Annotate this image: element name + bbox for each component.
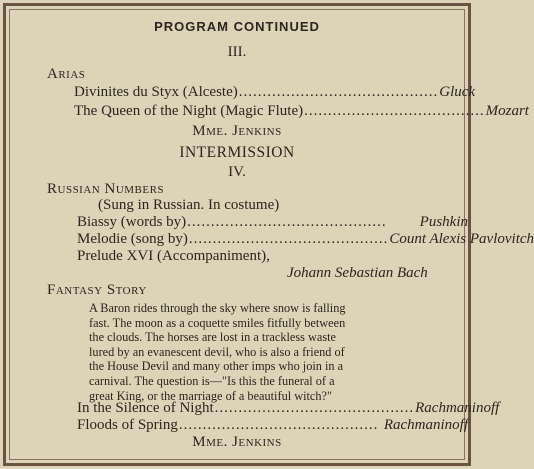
- leader-dots: ..........................................: [178, 417, 379, 433]
- composer-name: Count Alexis Pavlovitch: [389, 231, 534, 247]
- program-item: [77, 417, 468, 434]
- leader-dots: ..........................................: [214, 400, 415, 416]
- paragraph-line: carnival. The question is—"Is this the funeral of a: [89, 373, 335, 388]
- piece-title: In the Silence of Night: [77, 400, 214, 416]
- paragraph-line: the House Devil and many other imps who join in a: [89, 359, 344, 374]
- composer-name: Pushkin: [419, 214, 468, 230]
- piece-title: The Queen of the Night (Magic Flute): [74, 103, 304, 119]
- leader-dots: ..........................................: [187, 214, 387, 230]
- performer-name: Mme. Jenkins: [192, 434, 282, 450]
- section-label-russian: Russian Numbers: [47, 181, 165, 197]
- leader-dots: ..........................................: [238, 84, 439, 100]
- prelude-title: Prelude XVI (Accompaniment),: [77, 248, 270, 264]
- composer-name: Rachmaninoff: [415, 400, 500, 416]
- piece-title: Divinites du Styx (Alceste): [74, 84, 238, 100]
- paragraph-line: the clouds. The horses are lost in a trackless waste: [89, 330, 337, 345]
- piece-title: Biassy (words by): [77, 214, 187, 230]
- program-item: [77, 214, 468, 231]
- composer-name: Mozart: [485, 103, 529, 119]
- paragraph-line: A Baron rides through the sky where snow is falling: [89, 301, 346, 315]
- section-numeral-3: III.: [227, 44, 247, 60]
- paragraph-line: great King, or the marriage of a beautiful witch?": [89, 388, 333, 403]
- piece-title: Melodie (song by): [77, 231, 188, 247]
- section-note: (Sung in Russian. In costume): [98, 197, 280, 213]
- program-item: [74, 84, 476, 101]
- program-item: [77, 231, 534, 248]
- section-label-fantasy: Fantasy Story: [47, 282, 147, 298]
- program-item: [77, 400, 500, 417]
- paragraph-line: lured by an evanescent devil, who is also a friend of: [89, 344, 345, 359]
- performer-name: Mme. Jenkins: [192, 123, 282, 139]
- paragraph-line: fast. The moon as a coquette smiles fitfully between: [89, 315, 346, 330]
- piece-title: Floods of Spring: [77, 417, 178, 433]
- leader-dots: ..........................................: [188, 231, 389, 247]
- page-title: PROGRAM CONTINUED: [154, 19, 320, 34]
- leader-dots: ......................................: [304, 103, 485, 119]
- intermission-heading: INTERMISSION: [179, 144, 295, 161]
- prelude-composer: Johann Sebastian Bach: [287, 265, 428, 281]
- program-item: [74, 103, 529, 120]
- story-paragraph: [89, 301, 467, 403]
- section-label-arias: Arias: [47, 66, 86, 82]
- composer-name: Gluck: [439, 84, 476, 100]
- composer-name: Rachmaninoff: [383, 417, 468, 433]
- section-numeral-4: IV.: [228, 164, 246, 180]
